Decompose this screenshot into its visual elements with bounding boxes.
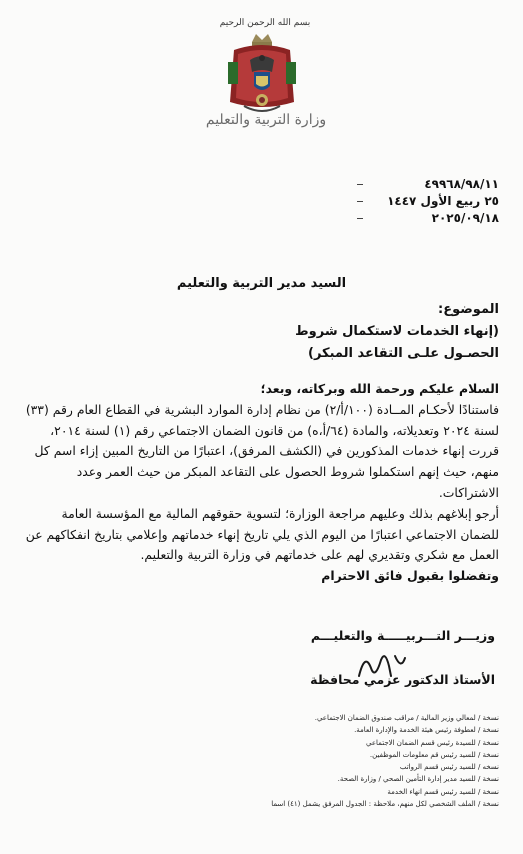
subject-label: الموضوع:: [438, 302, 499, 317]
letter-body: [23, 379, 499, 587]
signer-name: الأستاذ الدكتور عزمي محافظة: [310, 672, 495, 687]
copy-line: نسخة / لعطوفة رئيس هيئة الخدمة والإدارة العامة.: [354, 726, 499, 735]
field-dash: [357, 218, 363, 219]
bismillah: بسم الله الرحمن الرحيم: [219, 18, 311, 28]
closing: وتفضلوا بقبول فائق الاحترام: [321, 568, 499, 584]
body-paragraph-1: فاستنادًا لأحكـام المــادة (١٠٠/أ/٢) من نظام إدارة الموارد البشرية في القطاع العام رقم (٣٣) لسنة ٢٠٢٤ وتعديلاته، والمادة (٦٤/أ،ه) من قانون الضمان الاجتماعي رقم (١) لسنة ٢٠١٤، قررت إنهاء خدمات المذكورين في (الكشف المرفق)، اعتبارًا من التاريخ المبين إزاء اسم كل منهم، حيث إنهم استكملوا شروط الحصول على التقاعد المبكر من حيث العمر وعدد الاشتراكات.: [25, 401, 499, 500]
copy-line: نسخه / للسيد رئيس قسم الرواتب: [399, 763, 499, 772]
reference-block: [369, 176, 499, 227]
handwritten-signature: [351, 646, 411, 686]
signer-title: وزيـــر التـــربيـــــة والتعليـــم: [310, 628, 495, 643]
ministry-logo-text: وزارة التربية والتعليم: [205, 112, 327, 128]
copies-list: [169, 712, 499, 810]
reference-number: ٤٩٩٦٨/٩٨/١١: [424, 177, 499, 191]
subject-line-2: الحصـول علـى التقاعد المبكر): [308, 346, 499, 361]
gregorian-date: ٢٠٢٥/٠٩/١٨: [431, 211, 499, 225]
copy-line: نسخة / للسيد مدير إدارة التأمين الصحي / وزارة الصحة.: [337, 775, 499, 784]
copy-line: نسخة / للسيد رئيس قم معلومات الموظفين.: [369, 750, 499, 759]
hijri-date: ٢٥ ربيع الأول ١٤٤٧: [387, 194, 499, 208]
greeting: السلام عليكم ورحمة الله وبركاته، وبعد؛: [260, 381, 499, 396]
recipient: السيد مدير التربية والتعليم: [176, 276, 347, 291]
jordan-coat-of-arms-icon: [222, 32, 302, 120]
copy-line: نسخة / للسيد رئيس قسم انهاء الخدمة: [387, 787, 499, 796]
copy-line: نسخة / لمعالي وزير المالية / مراقب صندوق الضمان الاجتماعي.: [314, 714, 499, 722]
field-dash: [357, 201, 363, 202]
subject-block: [19, 299, 499, 365]
field-dash: [357, 184, 363, 185]
subject-line-1: (إنهاء الخدمات لاستكمال شروط: [295, 324, 499, 339]
copy-line: نسخة / الملف الشخصي لكل منهم، ملاحظة : الجدول المرفق يشمل (٤١) اسما: [271, 800, 499, 809]
copy-line: نسخة / للسيدة رئيس قسم الضمان الاجتماعي: [366, 738, 499, 747]
body-paragraph-2: أرجو إبلاغهم بذلك وعليهم مراجعة الوزارة؛ لتسوية حقوقهم المالية مع المؤسسة العامة للضمان الاجتماعي اعتبارًا من اليوم الذي يلي تاريخ إنهاء خدماتهم وإعلامي بتاريخ انفكاكهم عن العمل مع شكري وتقديري لهم على خدماتهم في وزارة التربية والتعليم.: [25, 505, 499, 563]
